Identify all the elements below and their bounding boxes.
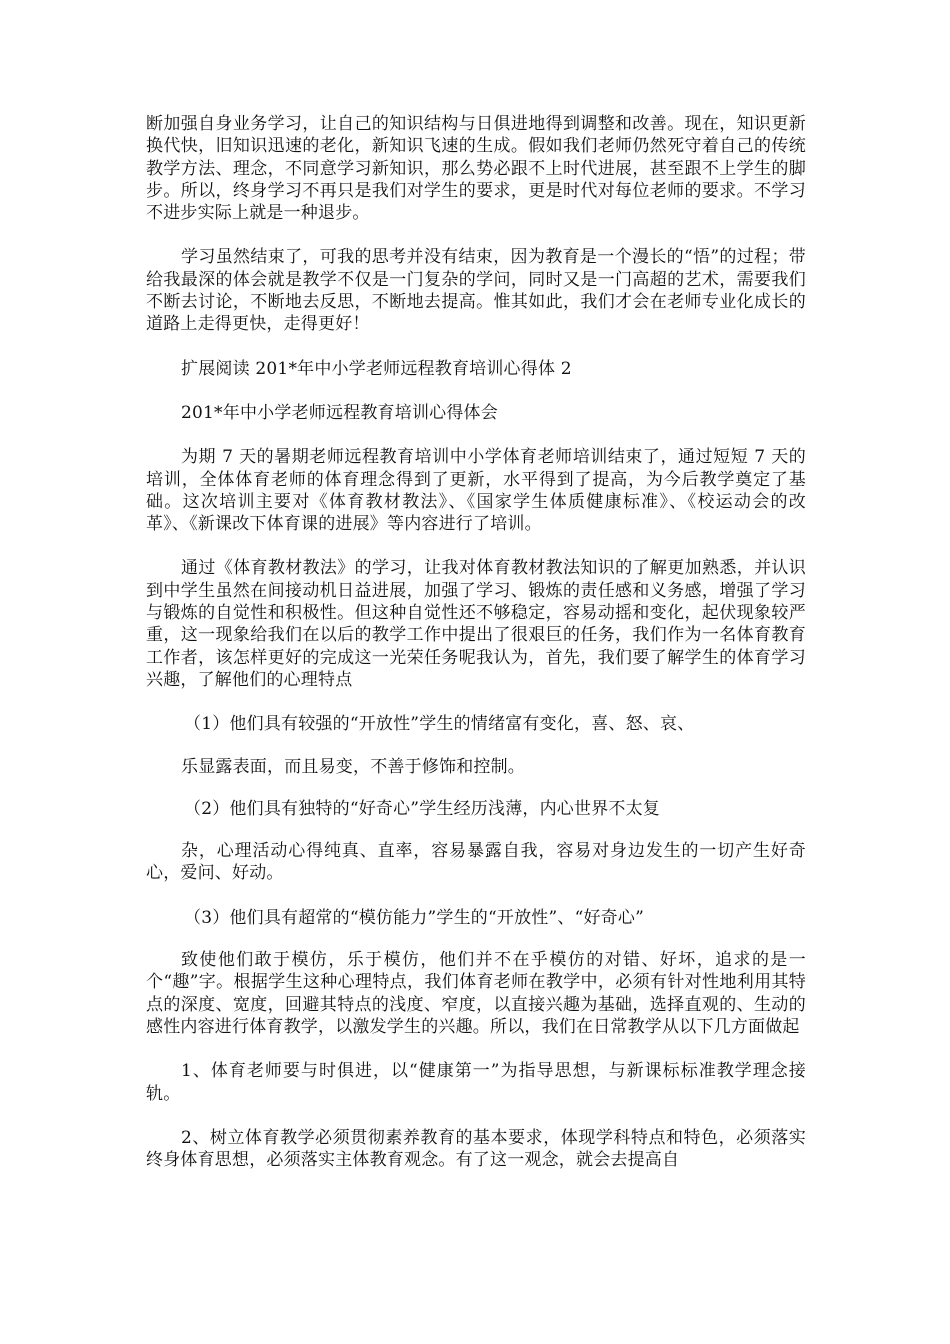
paragraph-training-summary: 为期 7 天的暑期老师远程教育培训中小学体育老师培训结束了，通过短短 7 天的培训，全体体育老师的体育理念得到了更新，水平得到了提高，为今后教学奠定了基础。这次培训主要对《体育教材教法》、《国家学生体质健康标准》、《校运动会的改革》、《新课改下体育课的进展》等内容进行了培训。: [146, 447, 806, 535]
paragraph-teaching-methods: 通过《体育教材教法》的学习，让我对体育教材教法知识的了解更加熟悉，并认识到中学生虽然在间接动机日益进展，加强了学习、锻炼的责任感和义务感，增强了学习与锻炼的自觉性和积极性。但这种自觉性还不够稳定，容易动摇和变化，起伏现象较严重，这一现象给我们在以后的教学工作中提出了很艰巨的任务，我们作为一名体育教育工作者，该怎样更好的完成这一光荣任务呢我认为，首先，我们要了解学生的体育学习兴趣，了解他们的心理特点: [146, 558, 806, 690]
document-body: [146, 113, 806, 1171]
list-item-imitation: （3）他们具有超常的“模仿能力”学生的“开放性”、“好奇心”: [184, 907, 644, 928]
list-item-curiosity: （2）他们具有独特的“好奇心”学生经历浅薄，内心世界不太复: [184, 798, 660, 819]
numbered-item-1: 1、体育老师要与时俱进，以“健康第一”为指导思想，与新课标标准教学理念接轨。: [146, 1061, 806, 1104]
paragraph-curiosity-continued: 杂，心理活动心得纯真、直率，容易暴露自我，容易对身边发生的一切产生好奇心，爱问、好动。: [146, 841, 806, 884]
list-item-openness: （1）他们具有较强的“开放性”学生的情绪富有变化，喜、怒、哀、: [184, 714, 695, 735]
paragraph-lifelong-learning: 断加强自身业务学习，让自己的知识结构与日俱进地得到调整和改善。现在，知识更新换代快，旧知识迅速的老化，新知识飞速的生成。假如我们老师仍然死守着自己的传统教学方法、理念，不同意学习新知识，那么势必跟不上时代进展，甚至跟不上学生的脚步。所以，终身学习不再只是我们对学生的要求，更是时代对每位老师的要求。不学习不进步实际上就是一种退步。: [146, 114, 806, 224]
numbered-item-2: 2、树立体育教学必须贯彻素养教育的基本要求，体现学科特点和特色，必须落实终身体育思想，必须落实主体教育观念。有了这一观念，就会去提高自: [146, 1127, 806, 1171]
paragraph-openness-continued: 乐显露表面，而且易变，不善于修饰和控制。: [181, 756, 525, 777]
paragraph-imitation-continued: 致使他们敢于模仿，乐于模仿，他们并不在乎模仿的对错、好坏，追求的是一个“趣”字。根据学生这种心理特点，我们体育老师在教学中，必须有针对性地利用其特点的深度、宽度，回避其特点的浅度、窄度，以直接兴趣为基础，选择直观的、生动的感性内容进行体育教学，以激发学生的兴趣。所以，我们在日常教学从以下几方面做起: [146, 950, 806, 1037]
extended-reading-heading: 扩展阅读 201*年中小学老师远程教育培训心得体 2: [181, 358, 572, 379]
section-title: 201*年中小学老师远程教育培训心得体会: [181, 402, 498, 423]
paragraph-reflection: 学习虽然结束了，可我的思考并没有结束，因为教育是一个漫长的“悟”的过程；带给我最深的体会就是教学不仅是一门复杂的学问，同时又是一门高超的艺术，需要我们不断去讨论，不断地去反思，不断地去提高。惟其如此，我们才会在老师专业化成长的道路上走得更快，走得更好！: [146, 247, 806, 335]
